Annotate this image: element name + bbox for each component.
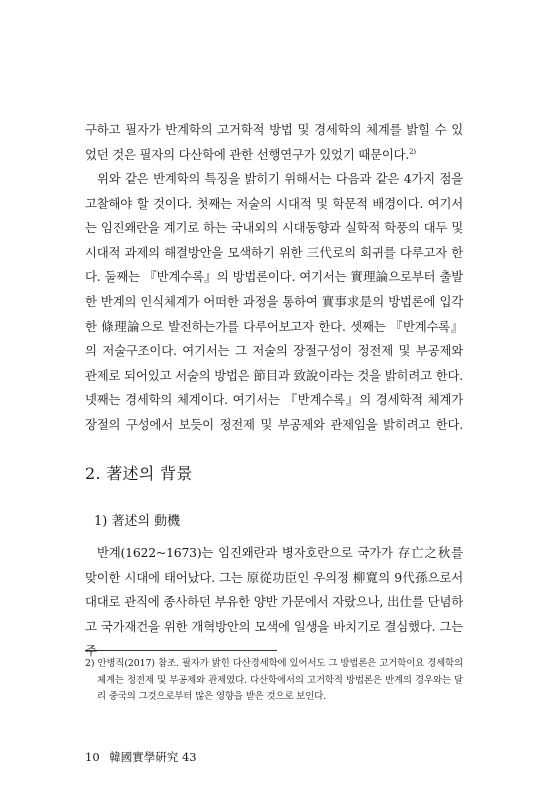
body-paragraph-2: 위와 같은 반계학의 특징을 밝히기 위해서는 다음과 같은 4가지 점을 고찰해야 할 것이다. 첫째는 저술의 시대적 및 학문적 배경이다. 여기서는 임진왜란을 계기로 하는 국내외의 시대동향과 실학적 학풍의 대두 및 시대적 과제의 해결방안을 모색하기 위한 三代로의 회귀를 다루고자 한다. 둘째는 『반계수록』의 방법론이다. 여기서는 實理論으로부터 출발한 반계의 인식체계가 어떠한 과정을 통하여 實事求是의 방법론에 입각한 條理論으로 발전하는가를 다루어보고자 한다. 셋째는 『반계수록』의 저술구조이다. 여기서는 그 저술의 장절구성이 정전제 및 부공제와 관제로 되어있고 서술의 방법은 節目과 致說이라는 것을 밝히려고 한다. 넷째는 경세학의 체계이다. 여기서는 『반계수록』의 경세학적 체계가 장절의 구성에서 보듯이 정전제 및 부공제와 관제임을 밝히려고 한다. <box>85 171 463 432</box>
body-paragraph-1-text: 구하고 필자가 반계학의 고거학적 방법 및 경세학의 체계를 밝힐 수 있었던 것은 필자의 다산학에 관한 선행연구가 있었기 때문이다. <box>85 122 463 162</box>
page-number: 10 <box>85 750 100 764</box>
page-footer <box>85 749 197 765</box>
footnote-2: 2) 안병직(2017) 참조. 필자가 밝힌 다산경세학에 있어서도 그 방법론은 고거학이요 경세학의 체계는 정전제 및 부공제와 관제였다. 다산학에서의 고거학적 방법론은 반계의 경우와는 달리 중국의 그것으로부터 많은 영향을 받은 것으로 보인다. <box>85 658 463 702</box>
footnote-divider <box>85 650 277 651</box>
section-heading: 2. 著述의 背景 <box>85 464 193 483</box>
journal-title: 韓國實學硏究 43 <box>109 750 197 764</box>
subsection-heading: 1) 著述의 動機 <box>94 514 181 529</box>
footnote-reference[interactable]: 2) <box>409 147 416 156</box>
body-paragraph-1 <box>85 118 463 167</box>
body-paragraph-3: 반계(1622~1673)는 임진왜란과 병자호란으로 국가가 存亡之秋를 맞이한 시대에 태어났다. 그는 原從功臣인 우의정 柳寬의 9代孫으로서 대대로 관직에 종사하던 부유한 양반 가문에서 자랐으나, 出仕를 단념하고 국가재건을 위한 개혁방안의 모색에 일생을 바치기로 결심했다. 그는 주 <box>85 545 463 659</box>
